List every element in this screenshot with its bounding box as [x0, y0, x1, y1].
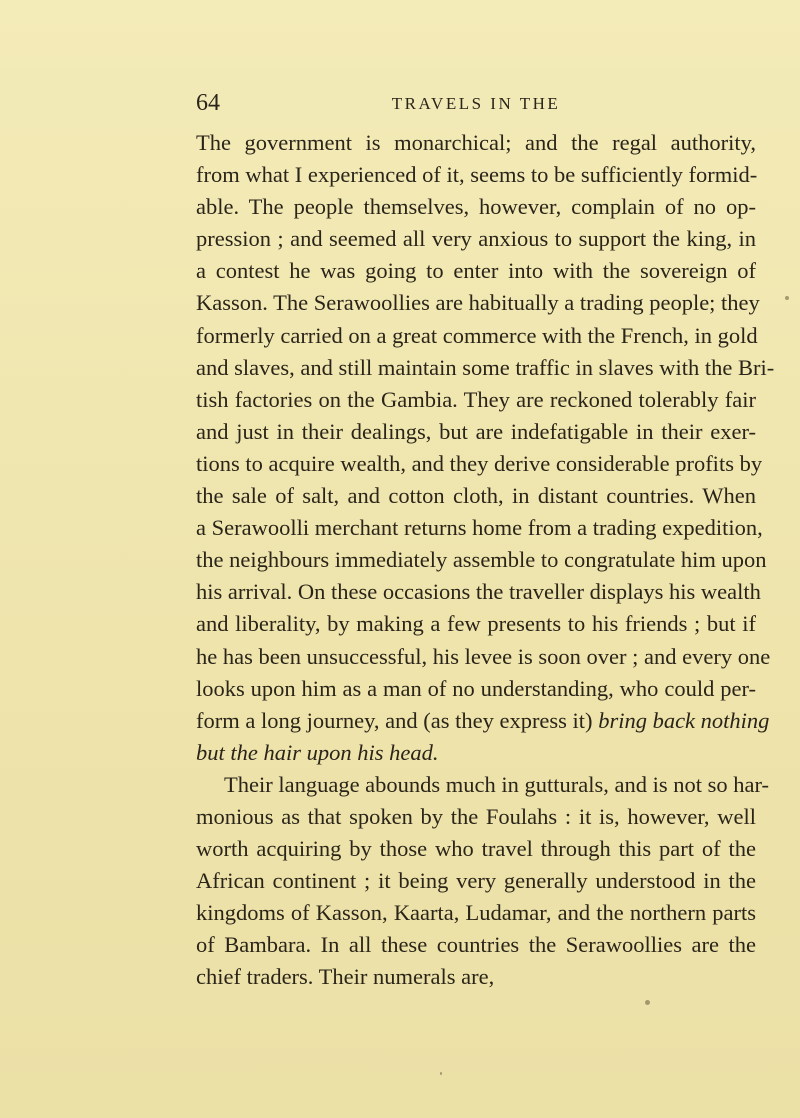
text-line: of Bambara. In all these countries the Serawoollies are the — [196, 932, 756, 958]
running-head — [196, 90, 756, 120]
text-run: form a long journey, and (as they express it) — [196, 707, 593, 733]
text-line: tions to acquire wealth, and they derive considerable profits by — [196, 450, 763, 476]
text-line: worth acquiring by those who travel through this part of the — [196, 836, 756, 862]
text-line: kingdoms of Kasson, Kaarta, Ludamar, and the northern parts — [196, 900, 756, 926]
body-text — [196, 127, 775, 994]
running-title: TRAVELS IN THE — [391, 94, 561, 113]
italic-quote: bring back nothing — [598, 707, 770, 733]
text-line — [196, 705, 770, 737]
text-line: tish factories on the Gambia. They are reckoned tolerably fair — [196, 386, 756, 412]
text-line: and liberality, by making a few presents to his friends ; but if — [196, 611, 756, 637]
text-line — [196, 737, 756, 769]
text-line: looks upon him as a man of no understanding, who could per- — [196, 675, 756, 701]
text-line: able. The people themselves, however, complain of no op- — [196, 194, 756, 220]
text-line: the sale of salt, and cotton cloth, in distant countries. When — [196, 483, 756, 509]
page-number: 64 — [196, 90, 220, 116]
text-line: chief traders. Their numerals are, — [196, 964, 495, 990]
text-line: monious as that spoken by the Foulahs : it is, however, well — [196, 803, 756, 829]
italic-quote: but the hair upon his head. — [196, 739, 439, 765]
paper-speck — [440, 1072, 442, 1075]
text-line: pression ; and seemed all very anxious to support the king, in — [196, 226, 756, 252]
text-line: African continent ; it being very generally understood in the — [196, 868, 756, 894]
text-line: formerly carried on a great commerce with the French, in gold — [196, 322, 758, 348]
text-line: a Serawoolli merchant returns home from a trading expedition, — [196, 515, 763, 541]
paper-speck — [785, 296, 789, 300]
text-line: Kasson. The Serawoollies are habitually a trading people; they — [196, 290, 760, 316]
text-line: his arrival. On these occasions the traveller displays his wealth — [196, 579, 761, 605]
text-line: and just in their dealings, but are indefatigable in their exer- — [196, 418, 756, 444]
text-line: from what I experienced of it, seems to be sufficiently formid- — [196, 162, 758, 188]
text-line: he has been unsuccessful, his levee is soon over ; and every one — [196, 643, 771, 669]
text-line: a contest he was going to enter into with the sovereign of — [196, 258, 756, 284]
paper-speck — [645, 1000, 650, 1005]
text-line: and slaves, and still maintain some traffic in slaves with the Bri- — [196, 354, 775, 380]
text-line: Their language abounds much in gutturals, and is not so har- — [224, 771, 770, 797]
text-line: The government is monarchical; and the regal authority, — [196, 130, 756, 155]
text-line: the neighbours immediately assemble to congratulate him upon — [196, 547, 767, 573]
